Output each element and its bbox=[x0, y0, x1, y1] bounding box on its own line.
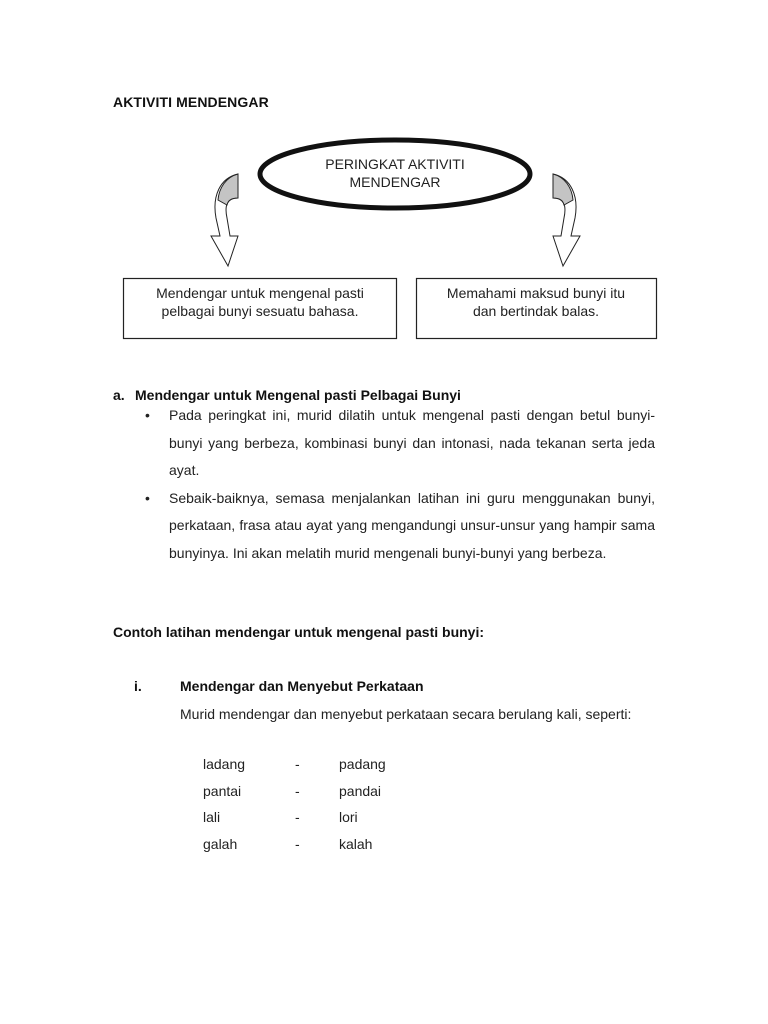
examples-heading: Contoh latihan mendengar untuk mengenal pasti bunyi: bbox=[113, 624, 485, 640]
word-left: ladang bbox=[203, 756, 246, 772]
word-left: galah bbox=[203, 835, 238, 852]
section-a-marker: a. bbox=[113, 387, 125, 403]
bullet-text: Pada peringkat ini, murid dilatih untuk mengenal pasti dengan betul bunyi-bunyi yang berbeza, kombinasi bunyi dan intonasi, nada tekanan serta jeda ayat. bbox=[169, 407, 655, 478]
subsection-i-heading: Mendengar dan Menyebut Perkataan bbox=[180, 678, 424, 694]
bullet-icon: • bbox=[145, 489, 150, 506]
section-a-bullets bbox=[145, 402, 655, 567]
left-box-line2: pelbagai bunyi sesuatu bahasa. bbox=[161, 303, 359, 319]
right-box-line1: Memahami maksud bunyi itu bbox=[446, 285, 626, 301]
word-right: pandai bbox=[339, 782, 382, 799]
word-separator: - bbox=[295, 756, 300, 772]
list-item bbox=[145, 402, 655, 485]
word-separator: - bbox=[295, 782, 300, 799]
word-right: kalah bbox=[339, 835, 373, 852]
page-title: AKTIVITI MENDENGAR bbox=[113, 94, 269, 110]
bullet-icon: • bbox=[145, 407, 150, 423]
table-row bbox=[203, 809, 459, 836]
right-box-label bbox=[419, 284, 653, 320]
word-left: lali bbox=[203, 809, 221, 825]
word-right: padang bbox=[339, 756, 386, 772]
subsection-i-marker: i. bbox=[134, 678, 142, 694]
list-item bbox=[145, 485, 655, 568]
word-left: pantai bbox=[203, 782, 242, 799]
center-ellipse-label bbox=[280, 155, 510, 191]
table-row bbox=[203, 756, 459, 783]
word-pairs-table bbox=[203, 756, 459, 862]
right-box-line2: dan bertindak balas. bbox=[472, 303, 600, 319]
center-label-line1: PERINGKAT AKTIVITI bbox=[325, 156, 465, 172]
section-a-heading bbox=[113, 387, 461, 403]
word-separator: - bbox=[295, 835, 300, 852]
left-box-line1: Mendengar untuk mengenal pasti bbox=[156, 285, 364, 301]
left-curved-arrow-icon bbox=[211, 174, 238, 266]
word-right: lori bbox=[339, 809, 358, 825]
table-row bbox=[203, 836, 459, 863]
word-separator: - bbox=[295, 809, 300, 825]
subsection-i-description: Murid mendengar dan menyebut perkataan secara berulang kali, seperti: bbox=[180, 706, 632, 722]
left-box-label bbox=[126, 284, 394, 320]
bullet-text: Sebaik-baiknya, semasa menjalankan latihan ini guru menggunakan bunyi, perkataan, frasa atau ayat yang mengandungi unsur-unsur yang hampir sama bunyinya. Ini akan melatih murid mengenali bunyi-bunyi yang berbeza. bbox=[169, 489, 655, 561]
table-row bbox=[203, 783, 459, 810]
center-label-line2: MENDENGAR bbox=[349, 174, 441, 190]
section-a-title: Mendengar untuk Mengenal pasti Pelbagai Bunyi bbox=[135, 387, 461, 403]
right-curved-arrow-icon bbox=[553, 174, 580, 266]
